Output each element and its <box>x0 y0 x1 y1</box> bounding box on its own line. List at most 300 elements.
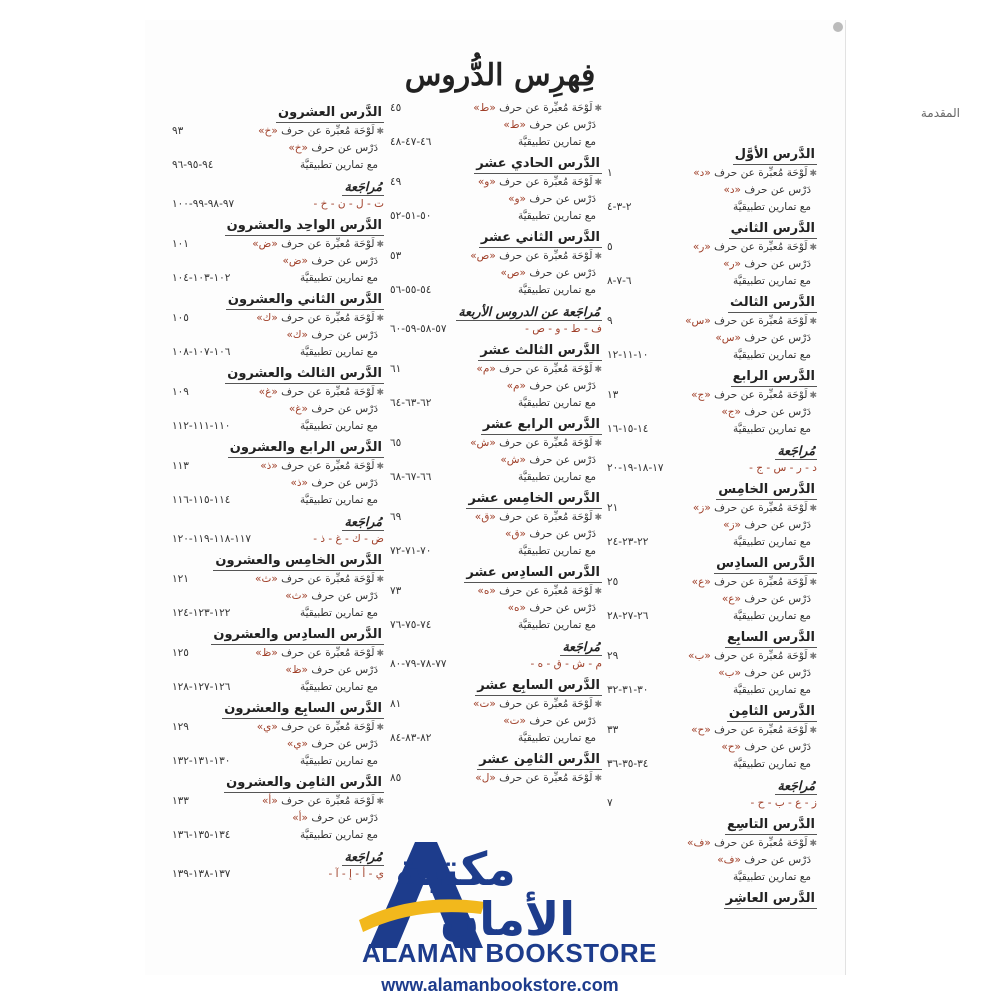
letter-mark: «د» <box>693 167 711 179</box>
page-number: ٤٥ <box>390 102 402 114</box>
letter-mark: «ش» <box>500 454 526 466</box>
board-line <box>607 165 817 182</box>
review-letters: ي - أ - إ - آ - <box>328 868 384 880</box>
page-number: ١ <box>607 167 613 179</box>
page-number: ٧٠-٧١-٧٢ <box>390 545 432 557</box>
lesson-text: دَرْس عن حرف <box>529 380 596 392</box>
page-number: ١٠٢-١٠٣-١٠٤ <box>172 272 231 284</box>
page-number: ٢٢-٢٣-٢٤ <box>607 536 649 548</box>
letter-mark: «ر» <box>692 241 711 253</box>
page-number: ٩٧-٩٨-٩٩-١٠٠ <box>172 198 235 210</box>
board-line <box>172 384 384 401</box>
letter-mark: «ز» <box>692 502 711 514</box>
lesson-text: دَرْس عن حرف <box>529 602 596 614</box>
letter-mark: «أ» <box>292 812 308 824</box>
bullet-icon: ✱ <box>594 587 602 597</box>
page-number: ١٠٥ <box>172 312 189 324</box>
toc-entry <box>390 412 602 486</box>
page-number: ٦١ <box>390 363 402 375</box>
review-line <box>172 196 384 213</box>
lesson-title: الدَّرس الرابع <box>731 368 817 387</box>
letter-mark: «ز» <box>723 519 741 531</box>
lesson-text: دَرْس عن حرف <box>311 329 378 341</box>
lesson-title: الدَّرس السادِس عشر <box>464 564 602 583</box>
exercises-line <box>390 730 602 747</box>
toc-entry <box>607 551 817 625</box>
page-number: ٧ <box>607 797 613 809</box>
lesson-title: الدَّرس السادِس والعشرون <box>211 626 384 645</box>
review-letters: م - ش - ق - ه - <box>530 658 602 670</box>
exercises-line <box>390 395 602 412</box>
letter-mark: «س» <box>685 315 711 327</box>
bullet-icon: ✱ <box>809 839 817 849</box>
page-number: ١٣٤-١٣٥-١٣٦ <box>172 829 231 841</box>
page-number: ٥ <box>607 241 613 253</box>
lesson-line <box>172 810 384 827</box>
exercises-line <box>390 208 602 225</box>
lesson-text: دَرْس عن حرف <box>744 406 811 418</box>
lesson-title: الدَّرس السابِع والعشرون <box>222 700 384 719</box>
lesson-text: دَرْس عن حرف <box>311 477 378 489</box>
review-title: مُراجَعة <box>344 514 382 529</box>
page-number: ٥٣ <box>390 250 402 262</box>
lesson-text: دَرْس عن حرف <box>744 184 811 196</box>
board-line <box>607 648 817 665</box>
lesson-title: الدَّرس الرابع عشر <box>481 416 602 435</box>
review-title: مُراجَعة <box>562 639 600 654</box>
toc-entry <box>390 634 602 673</box>
lesson-line <box>607 330 817 347</box>
letter-mark: «ع» <box>691 576 711 588</box>
exercises-line <box>172 605 384 622</box>
toc-entry <box>172 509 384 548</box>
logo-arabic-line1: مكتبة <box>395 842 516 896</box>
toc-entry <box>172 622 384 696</box>
toc-entry <box>172 435 384 509</box>
page-number: ٧٣ <box>390 585 402 597</box>
bullet-icon: ✱ <box>594 365 602 375</box>
review-line <box>172 866 384 883</box>
letter-mark: «ظ» <box>255 647 278 659</box>
board-text: لَوْحَة مُعبِّرة عن حرف <box>281 721 375 733</box>
exercises-line <box>390 617 602 634</box>
page-number: ١٢٥ <box>172 647 189 659</box>
page-number: ١١٧-١١٨-١١٩-١٢٠ <box>172 533 252 545</box>
page-number: ٣٠-٣١-٣٢ <box>607 684 649 696</box>
exercises-line <box>390 134 602 151</box>
bullet-icon: ✱ <box>809 652 817 662</box>
letter-mark: «ت» <box>503 715 526 727</box>
board-text: لَوْحَة مُعبِّرة عن حرف <box>714 315 808 327</box>
letter-mark: «ج» <box>691 389 711 401</box>
board-text: لَوْحَة مُعبِّرة عن حرف <box>499 176 593 188</box>
page-number: ٢٩ <box>607 650 619 662</box>
exercises-text: مع تمارين تطبيقيَّة <box>732 275 811 287</box>
board-text: لَوْحَة مُعبِّرة عن حرف <box>499 102 593 114</box>
page-number: ٨٢-٨٣-٨٤ <box>390 732 432 744</box>
toc-entry <box>172 548 384 622</box>
exercises-line <box>172 270 384 287</box>
review-line <box>172 531 384 548</box>
page-number: ١٤-١٥-١٦ <box>607 423 649 435</box>
page-number: ٩٤-٩٥-٩٦ <box>172 159 214 171</box>
board-line <box>172 719 384 736</box>
lesson-line <box>172 401 384 418</box>
store-url: www.alamanbookstore.com <box>381 975 619 995</box>
exercises-line <box>172 679 384 696</box>
page-number: ٦٦-٦٧-٦٨ <box>390 471 432 483</box>
lesson-text: دَرْس عن حرف <box>744 332 811 344</box>
lesson-line <box>390 265 602 282</box>
bullet-icon: ✱ <box>594 774 602 784</box>
exercises-line <box>607 534 817 551</box>
lesson-title: الدَّرس الثاني والعشرون <box>226 291 384 310</box>
page-number: ٦٥ <box>390 437 402 449</box>
board-line <box>172 236 384 253</box>
page-number: ٤٦-٤٧-٤٨ <box>390 136 432 148</box>
board-line <box>390 696 602 713</box>
board-line <box>390 770 602 787</box>
lesson-text: دَرْس عن حرف <box>311 812 378 824</box>
toc-entry <box>172 770 384 844</box>
review-letters: ف - ط - و - ص - <box>525 323 602 335</box>
letter-mark: «ش» <box>470 437 496 449</box>
board-line <box>607 500 817 517</box>
letter-mark: «ق» <box>474 511 496 523</box>
letter-mark: «ر» <box>723 258 741 270</box>
exercises-line <box>390 282 602 299</box>
page-number: ٦٢-٦٣-٦٤ <box>390 397 432 409</box>
page-number: ١٣٠-١٣١-١٣٢ <box>172 755 231 767</box>
letter-mark: «أ» <box>262 795 278 807</box>
letter-mark: «ي» <box>286 738 308 750</box>
lesson-title: الدَّرس العشرون <box>276 104 384 123</box>
lesson-line <box>172 140 384 157</box>
lesson-text: دَرْس عن حرف <box>311 403 378 415</box>
review-letters: ت - ل - ن - خ - <box>313 198 384 210</box>
toc-entry <box>390 673 602 747</box>
lesson-title: الدَّرس الثامِن <box>727 703 817 722</box>
bullet-icon: ✱ <box>594 700 602 710</box>
lesson-text: دَرْس عن حرف <box>311 142 378 154</box>
letter-mark: «ص» <box>500 267 526 279</box>
bullet-icon: ✱ <box>376 462 384 472</box>
lesson-line <box>390 526 602 543</box>
page-number: ٣٣ <box>607 724 619 736</box>
board-line <box>390 435 602 452</box>
toc-entry <box>607 773 817 812</box>
lesson-text: دَرْس عن حرف <box>744 741 811 753</box>
board-line <box>172 793 384 810</box>
bullet-icon: ✱ <box>376 797 384 807</box>
page-number: ٧٧-٧٨-٧٩-٨٠ <box>390 658 447 670</box>
letter-mark: «ض» <box>282 255 308 267</box>
lesson-line <box>390 378 602 395</box>
lesson-line <box>390 713 602 730</box>
exercises-text: مع تمارين تطبيقيَّة <box>732 201 811 213</box>
letter-mark: «ت» <box>473 698 496 710</box>
letter-mark: «ض» <box>252 238 278 250</box>
letter-mark: «ث» <box>285 590 308 602</box>
page-number: ١٣٧-١٣٨-١٣٩ <box>172 868 231 880</box>
bullet-icon: ✱ <box>376 314 384 324</box>
exercises-text: مع تمارين تطبيقيَّة <box>299 755 378 767</box>
page-number: ١٧-١٨-١٩-٢٠ <box>607 462 664 474</box>
board-text: لَوْحَة مُعبِّرة عن حرف <box>499 772 593 784</box>
bullet-icon: ✱ <box>376 127 384 137</box>
board-line <box>390 100 602 117</box>
board-line <box>172 458 384 475</box>
lesson-text: دَرْس عن حرف <box>529 715 596 727</box>
board-text: لَوْحَة مُعبِّرة عن حرف <box>281 386 375 398</box>
exercises-text: مع تمارين تطبيقيَّة <box>299 159 378 171</box>
toc-entry <box>607 364 817 438</box>
board-text: لَوْحَة مُعبِّرة عن حرف <box>281 647 375 659</box>
lesson-line <box>607 256 817 273</box>
bullet-icon: ✱ <box>594 252 602 262</box>
exercises-line <box>607 273 817 290</box>
bullet-icon: ✱ <box>809 578 817 588</box>
board-text: لَوْحَة مُعبِّرة عن حرف <box>281 460 375 472</box>
lesson-line <box>607 404 817 421</box>
board-text: لَوْحَة مُعبِّرة عن حرف <box>714 241 808 253</box>
review-title: مُراجَعة عن الدروس الأربعة <box>458 304 600 319</box>
toc-entry <box>607 699 817 773</box>
toc-entry <box>390 560 602 634</box>
exercises-text: مع تمارين تطبيقيَّة <box>299 829 378 841</box>
board-text: لَوْحَة مُعبِّرة عن حرف <box>499 511 593 523</box>
exercises-line <box>390 543 602 560</box>
lesson-title: الدَّرس الحادي عشر <box>474 155 602 174</box>
exercises-text: مع تمارين تطبيقيَّة <box>732 610 811 622</box>
lesson-line <box>390 191 602 208</box>
page-number: ٢١ <box>607 502 619 514</box>
bullet-icon: ✱ <box>809 504 817 514</box>
page-number: ١٠٩ <box>172 386 189 398</box>
board-line <box>390 361 602 378</box>
lesson-title: الدَّرس التاسِع <box>725 816 817 835</box>
page-number: ٩ <box>607 315 613 327</box>
page-number: ٦-٧-٨ <box>607 275 632 287</box>
board-text: لَوْحَة مُعبِّرة عن حرف <box>499 698 593 710</box>
board-line <box>390 248 602 265</box>
toc-entry <box>172 213 384 287</box>
bullet-icon: ✱ <box>376 575 384 585</box>
exercises-text: مع تمارين تطبيقيَّة <box>732 349 811 361</box>
letter-mark: «و» <box>508 193 526 205</box>
exercises-line <box>607 608 817 625</box>
lesson-text: دَرْس عن حرف <box>529 528 596 540</box>
intro-label: المقدمة <box>920 106 960 120</box>
toc-entry <box>607 290 817 364</box>
toc-entry <box>607 142 817 216</box>
page-number: ١٠٦-١٠٧-١٠٨ <box>172 346 231 358</box>
page-number: ٦٩ <box>390 511 402 523</box>
exercises-text: مع تمارين تطبيقيَّة <box>732 758 811 770</box>
page-number: ٥٠-٥١-٥٢ <box>390 210 432 222</box>
lesson-text: دَرْس عن حرف <box>529 119 596 131</box>
letter-mark: «ظ» <box>285 664 308 676</box>
lesson-line <box>390 117 602 134</box>
letter-mark: «ق» <box>504 528 526 540</box>
lesson-text: دَرْس عن حرف <box>529 267 596 279</box>
lesson-text: دَرْس عن حرف <box>744 854 811 866</box>
review-line <box>390 321 602 338</box>
toc-entry <box>390 100 602 151</box>
letter-mark: «م» <box>506 380 526 392</box>
letter-mark: «ذ» <box>290 477 308 489</box>
lesson-text: دَرْس عن حرف <box>311 590 378 602</box>
page-number: ١١٣ <box>172 460 189 472</box>
page-number: ٩٣ <box>172 125 184 137</box>
review-title: مُراجَعة <box>777 778 815 793</box>
bullet-icon: ✱ <box>376 388 384 398</box>
lesson-line <box>607 739 817 756</box>
bullet-icon: ✱ <box>594 178 602 188</box>
letter-mark: «ي» <box>256 721 278 733</box>
lesson-line <box>390 452 602 469</box>
exercises-text: مع تمارين تطبيقيَّة <box>299 681 378 693</box>
lesson-text: دَرْس عن حرف <box>744 667 811 679</box>
lesson-line <box>607 665 817 682</box>
letter-mark: «د» <box>723 184 741 196</box>
letter-mark: «خ» <box>258 125 278 137</box>
bullet-icon: ✱ <box>809 726 817 736</box>
bullet-icon: ✱ <box>809 243 817 253</box>
board-text: لَوْحَة مُعبِّرة عن حرف <box>499 437 593 449</box>
review-letters: ز - ع - ب - ح - <box>750 797 817 809</box>
page-number: ١٣٣ <box>172 795 189 807</box>
exercises-text: مع تمارين تطبيقيَّة <box>732 684 811 696</box>
lesson-title: الدَّرس الخامِس <box>716 481 817 500</box>
exercises-line <box>607 682 817 699</box>
lesson-title: الدَّرس الأوَّل <box>733 146 817 165</box>
page-number: ١٠-١١-١٢ <box>607 349 649 361</box>
exercises-line <box>607 347 817 364</box>
letter-mark: «خ» <box>288 142 308 154</box>
toc-entry <box>172 287 384 361</box>
toc-entry <box>390 225 602 299</box>
toc-entry <box>172 844 384 883</box>
board-text: لَوْحَة مُعبِّرة عن حرف <box>499 363 593 375</box>
letter-mark: «م» <box>476 363 496 375</box>
lesson-title: الدَّرس الثامِن عشر <box>477 751 602 770</box>
page-number: ١٢٩ <box>172 721 189 733</box>
page-corner-mark <box>833 22 843 32</box>
lesson-title: الدَّرس العاشِر <box>724 890 817 909</box>
bullet-icon: ✱ <box>376 240 384 250</box>
board-line <box>172 123 384 140</box>
letter-mark: «غ» <box>288 403 308 415</box>
exercises-text: مع تمارين تطبيقيَّة <box>299 272 378 284</box>
board-line <box>607 313 817 330</box>
board-line <box>607 239 817 256</box>
letter-mark: «ح» <box>691 724 711 736</box>
lesson-text: دَرْس عن حرف <box>311 664 378 676</box>
letter-mark: «ك» <box>286 329 308 341</box>
toc-entry <box>172 696 384 770</box>
letter-mark: «ه» <box>507 602 526 614</box>
lesson-text: دَرْس عن حرف <box>311 255 378 267</box>
lesson-line <box>172 327 384 344</box>
exercises-line <box>607 421 817 438</box>
lesson-line <box>172 588 384 605</box>
toc-entry <box>607 625 817 699</box>
review-title: مُراجَعة <box>344 849 382 864</box>
letter-mark: «ذ» <box>260 460 278 472</box>
board-text: لَوْحَة مُعبِّرة عن حرف <box>281 795 375 807</box>
bullet-icon: ✱ <box>376 723 384 733</box>
lesson-line <box>172 662 384 679</box>
logo-arabic-line2: الأمان <box>440 892 576 946</box>
board-text: لَوْحَة مُعبِّرة عن حرف <box>714 724 808 736</box>
letter-mark: «ص» <box>470 250 496 262</box>
page-number: ١١٠-١١١-١١٢ <box>172 420 231 432</box>
page-number: ١٢٦-١٢٧-١٢٨ <box>172 681 231 693</box>
lesson-line <box>172 736 384 753</box>
toc-entry <box>607 477 817 551</box>
page-number: ٤٩ <box>390 176 402 188</box>
exercises-text: مع تمارين تطبيقيَّة <box>517 210 596 222</box>
exercises-line <box>172 492 384 509</box>
page-title: فِهرِس الدُّروس <box>404 58 596 93</box>
bullet-icon: ✱ <box>594 513 602 523</box>
lesson-title: الدَّرس الثالث عشر <box>478 342 602 361</box>
page-number: ٧٤-٧٥-٧٦ <box>390 619 432 631</box>
exercises-text: مع تمارين تطبيقيَّة <box>732 423 811 435</box>
lesson-title: الدَّرس الثالث <box>728 294 817 313</box>
letter-mark: «و» <box>477 176 496 188</box>
lesson-line <box>172 253 384 270</box>
toc-entry <box>607 216 817 290</box>
board-text: لَوْحَة مُعبِّرة عن حرف <box>281 573 375 585</box>
exercises-line <box>172 157 384 174</box>
lesson-title: الدَّرس السابِع <box>725 629 817 648</box>
lesson-title: الدَّرس الخامِس والعشرون <box>213 552 384 571</box>
lesson-text: دَرْس عن حرف <box>744 258 811 270</box>
lesson-title: الدَّرس الثامِن والعشرون <box>224 774 384 793</box>
board-text: لَوْحَة مُعبِّرة عن حرف <box>714 837 808 849</box>
exercises-text: مع تمارين تطبيقيَّة <box>517 619 596 631</box>
lesson-title: الدَّرس الثالث والعشرون <box>225 365 384 384</box>
lesson-line <box>607 517 817 534</box>
letter-mark: «غ» <box>258 386 278 398</box>
lesson-text: دَرْس عن حرف <box>529 193 596 205</box>
review-letters: ض - ك - غ - ذ - <box>313 533 384 545</box>
toc-entry <box>172 174 384 213</box>
toc-entry <box>390 486 602 560</box>
review-line <box>607 460 817 477</box>
lesson-title: الدَّرس الواحِد والعشرون <box>225 217 384 236</box>
toc-entry <box>172 361 384 435</box>
letter-mark: «ط» <box>503 119 526 131</box>
board-text: لَوْحَة مُعبِّرة عن حرف <box>714 576 808 588</box>
bullet-icon: ✱ <box>376 649 384 659</box>
exercises-line <box>172 344 384 361</box>
exercises-text: مع تمارين تطبيقيَّة <box>517 545 596 557</box>
page-number: ١٣ <box>607 389 619 401</box>
board-line <box>607 722 817 739</box>
exercises-text: مع تمارين تطبيقيَّة <box>732 536 811 548</box>
board-text: لَوْحَة مُعبِّرة عن حرف <box>714 650 808 662</box>
letter-mark: «ط» <box>473 102 496 114</box>
board-line <box>390 583 602 600</box>
review-title: مُراجَعة <box>777 443 815 458</box>
letter-mark: «ك» <box>256 312 278 324</box>
exercises-text: مع تمارين تطبيقيَّة <box>517 471 596 483</box>
review-letters: د - ر - س - ج - <box>749 462 817 474</box>
page-number: ٨١ <box>390 698 402 710</box>
